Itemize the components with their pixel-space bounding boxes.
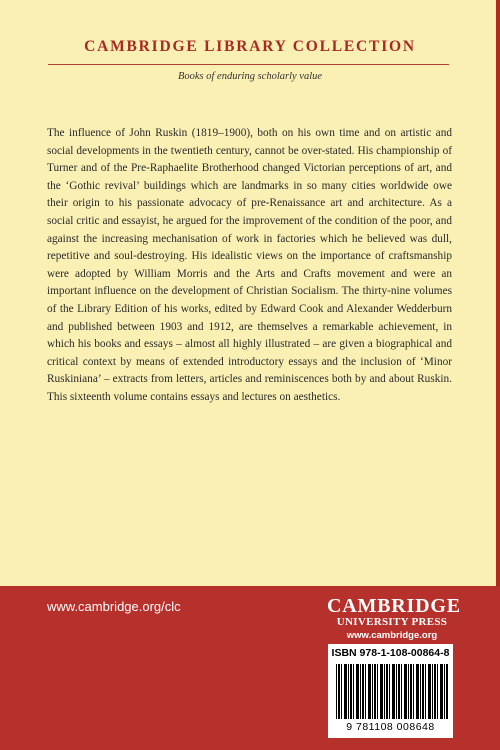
publisher-name: CAMBRIDGE [327, 595, 461, 617]
spine-edge-stripe [496, 0, 500, 586]
book-description: The influence of John Ruskin (1819–1900), both on his own time and on artistic and social developments in the twentieth century, cannot be over-stated. His championship of Turner and of the Pre-Raphaelite Brotherhood changed Victorian perceptions of art, and the ‘Gothic revival’ buildings which are landmarks in so many cities worldwide owe their origin to his passionate advocacy of pre-Renaissance art and architecture. As a social critic and essayist, he argued for the improvement of the condition of the poor, and against the increasing mechanisation of work in factories which he believed was dull, repetitive and soul-destroying. His idealistic views on the importance of craftsmanship were adopted by William Morris and the Arts and Crafts movement and were an important influence on the development of Christian Socialism. The thirty-nine volumes of the Library Edition of his works, edited by Edward Cook and Alexander Wedderburn and published between 1903 and 1912, are themselves a remarkable achievement, in which his books and essays – almost all highly illustrated – are given a biographical and critical context by means of extended introductory essays and the inclusion of ‘Minor Ruskiniana’ – extracts from letters, articles and reminiscences both by and about Ruskin. This sixteenth volume contains essays and lectures on aesthetics. [47, 127, 452, 403]
series-tagline: Books of enduring scholarly value [177, 71, 323, 82]
series-title: CAMBRIDGE LIBRARY COLLECTION [84, 38, 416, 55]
barcode-icon [336, 664, 448, 719]
barcode-panel [328, 644, 453, 738]
barcode-digits: 9 781108 008648 [346, 721, 435, 733]
isbn-label: ISBN 978-1-108-00864-8 [331, 647, 450, 659]
title-divider [48, 64, 449, 65]
publisher-website: www.cambridge.org [346, 630, 438, 641]
collection-url: www.cambridge.org/clc [47, 599, 181, 614]
publisher-press: UNIVERSITY PRESS [336, 616, 448, 628]
publisher-logo [327, 595, 461, 642]
